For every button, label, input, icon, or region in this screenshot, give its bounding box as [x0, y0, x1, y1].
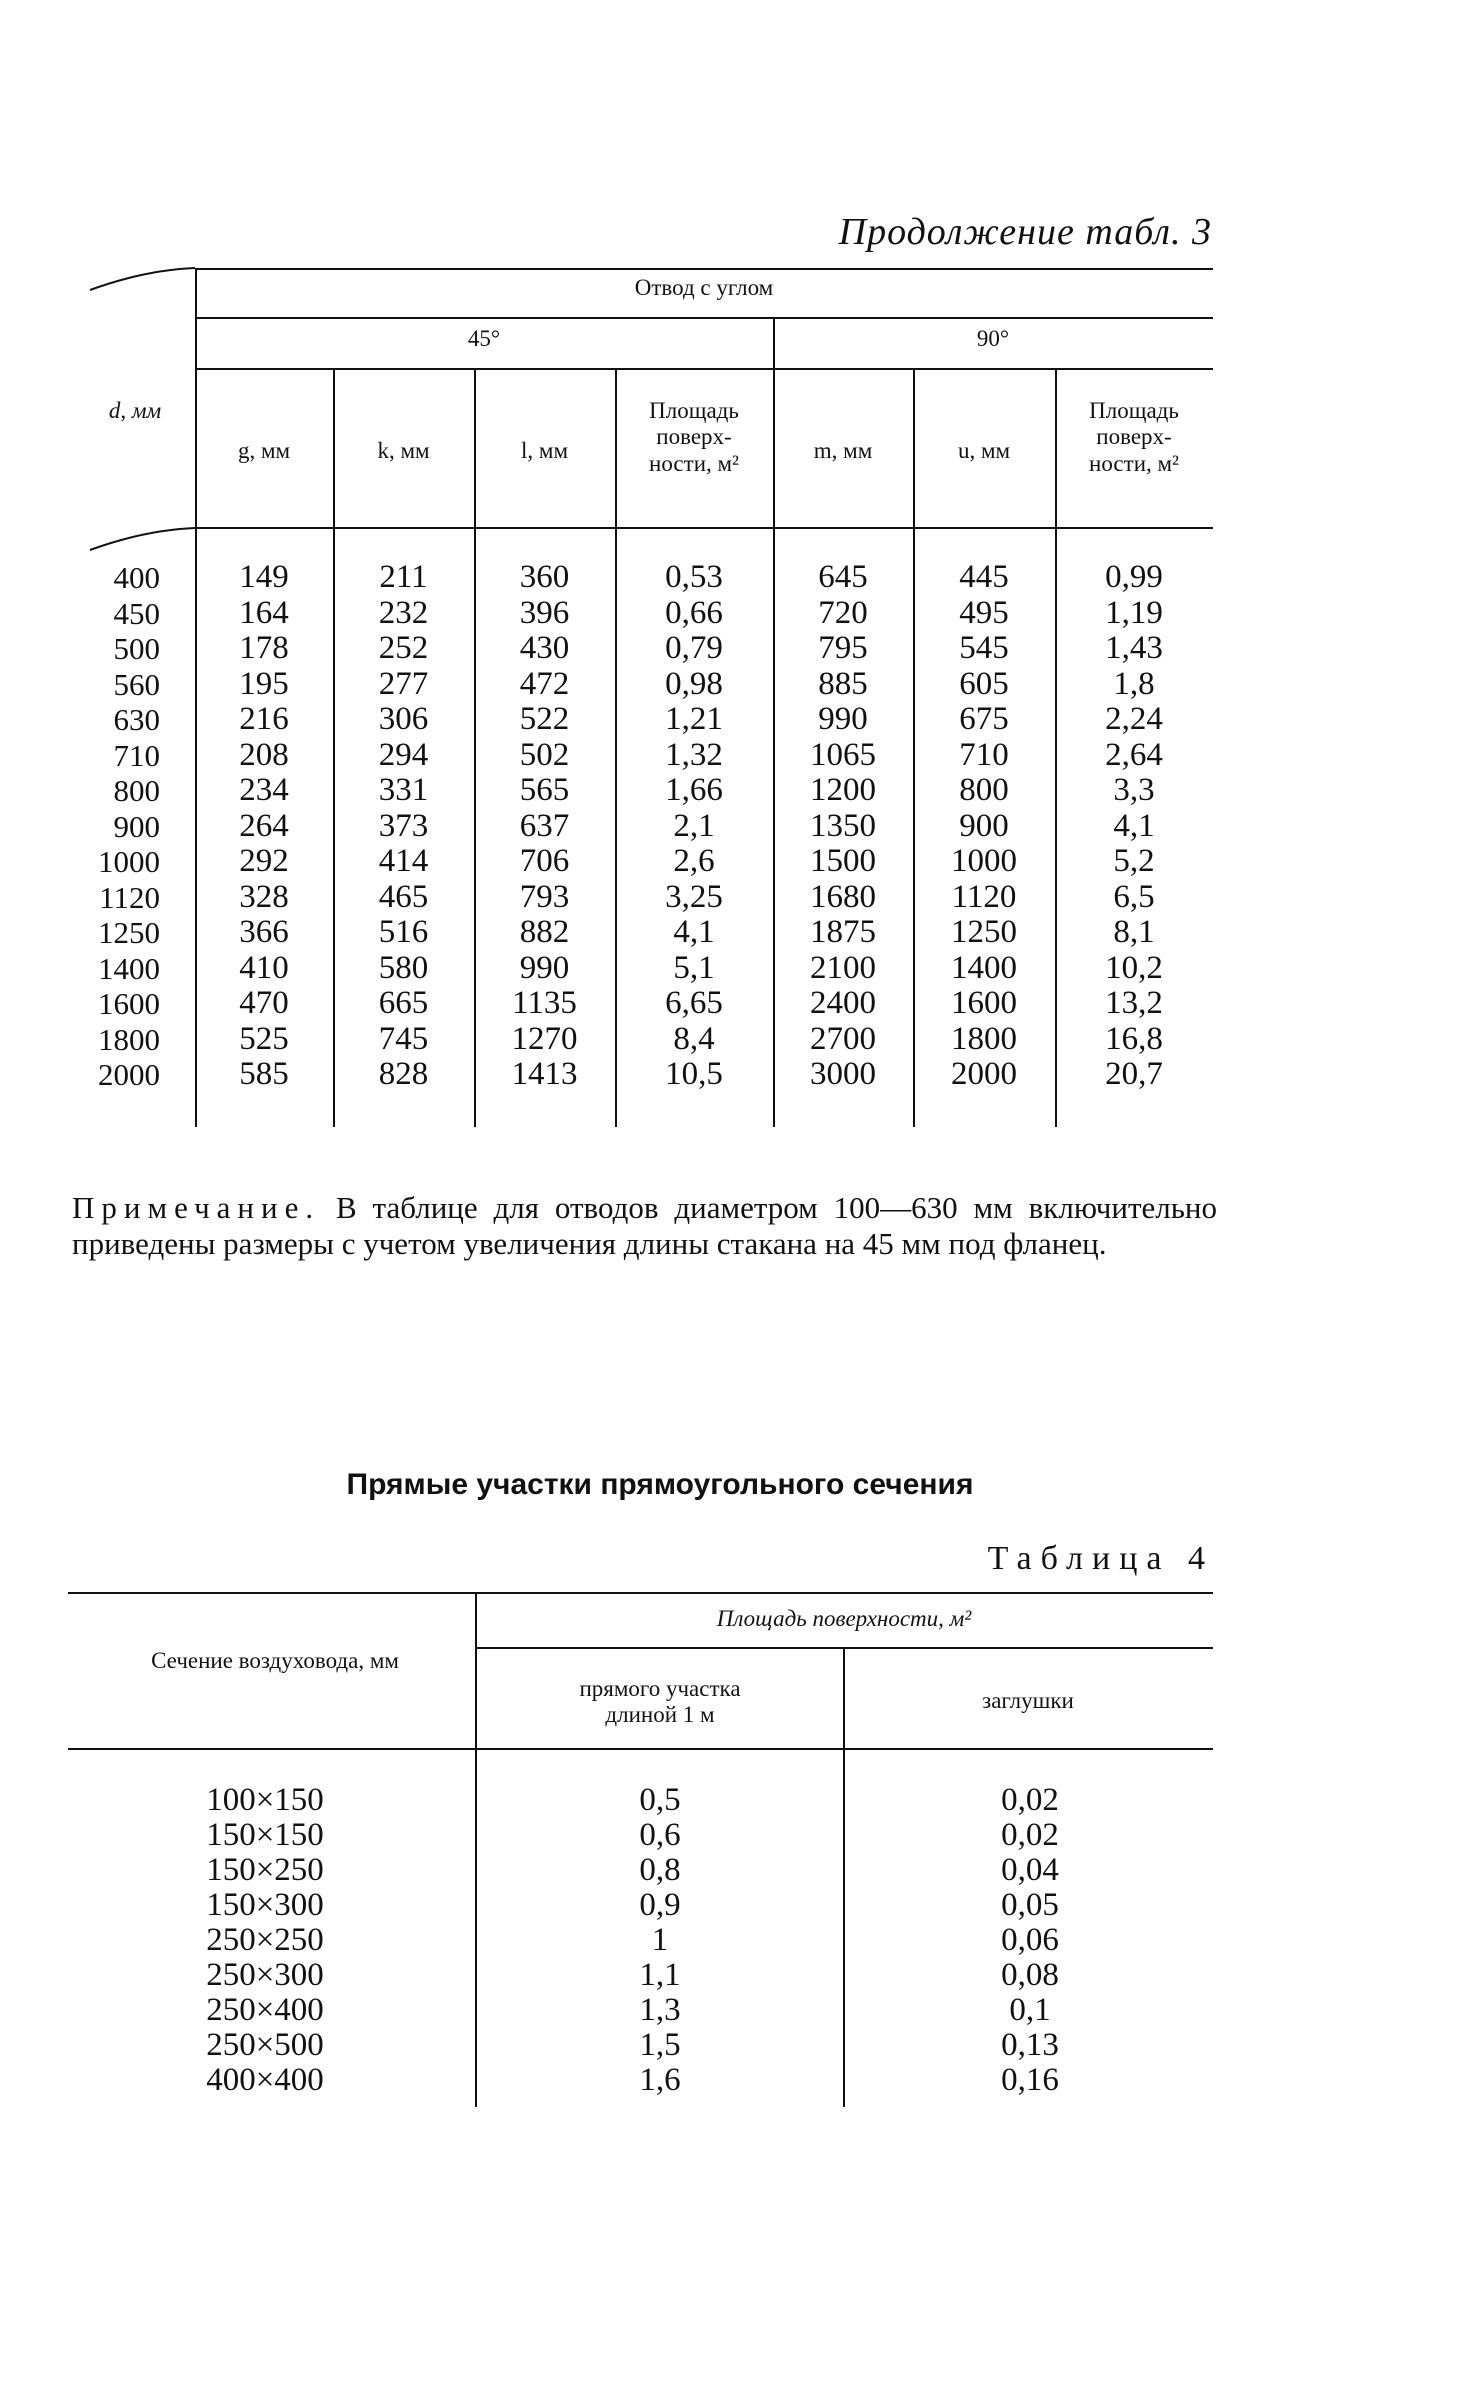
table3-cell: 414 [378, 843, 429, 879]
table3-cell: 292 [239, 843, 289, 879]
table3-cell: 2400 [810, 985, 876, 1021]
table3-cell: 585 [239, 1056, 289, 1092]
table3-cell: 430 [519, 630, 570, 666]
table3-cell: 1800 [951, 1020, 1017, 1057]
table3-cell: 360 [519, 559, 570, 595]
table3-cell: 232 [378, 594, 429, 631]
table3-cell: 178 [239, 630, 289, 666]
table3-cell: 525 [239, 1020, 289, 1057]
table4-cap-value: 0,16 [1001, 2062, 1059, 2098]
table4-straight-value: 0,9 [639, 1887, 681, 1923]
table4-col-cap: заглушки [982, 1688, 1074, 1713]
table3-d-value: 560 [113, 666, 160, 702]
table4-section-value: 250×400 [206, 1992, 324, 2028]
table3-d-value: 1400 [98, 950, 160, 986]
table4-header-bottom-rule [68, 1748, 1213, 1750]
table3-cell: 1875 [810, 914, 876, 950]
table3-d-value: 1800 [98, 1021, 160, 1057]
table3-cell: 1,43 [1105, 630, 1163, 666]
table3-cell: 1135 [512, 985, 577, 1021]
table3-cell: 252 [378, 630, 429, 666]
table4-straight-value: 1,5 [639, 2027, 681, 2063]
table4-cap-value: 0,04 [1001, 1852, 1059, 1888]
table4-section-value: 150×150 [206, 1817, 324, 1853]
table3-cell: 522 [519, 701, 570, 737]
table3-cell: 706 [519, 843, 570, 879]
table3-cell: 8,4 [673, 1020, 715, 1057]
table3-cell: 1413 [511, 1056, 578, 1092]
table3-cell: 465 [378, 878, 429, 915]
table3-cell: 516 [378, 914, 429, 950]
table3-cell: 2,64 [1105, 736, 1163, 773]
table3-d-value: 900 [113, 808, 160, 844]
table3-cell: 216 [239, 701, 289, 737]
table4-straight-value: 1,6 [639, 2062, 681, 2098]
table3-cell: 720 [818, 594, 868, 631]
table3-cell: 1065 [810, 736, 876, 773]
table3-cell: 605 [959, 665, 1009, 702]
table3-header-bottom-rule [195, 527, 1213, 529]
table3-cell: 0,98 [665, 665, 723, 702]
table3-cell: 328 [239, 878, 289, 915]
table4-cap-value: 0,1 [1009, 1992, 1051, 2028]
table3-angle45-header: 45° [467, 326, 501, 351]
section-title: Прямые участки прямоугольного сечения [346, 1468, 974, 1501]
table3-cell: 10,2 [1105, 949, 1163, 986]
table3-cell: 1600 [951, 985, 1017, 1021]
table4-cap-value: 0,02 [1001, 1782, 1059, 1818]
table3-cell: 502 [519, 736, 570, 773]
table3-cell: 545 [959, 630, 1009, 666]
table3-cell: 373 [378, 807, 429, 844]
table3-group-rule [195, 317, 1213, 319]
table3-vline-d [195, 268, 197, 530]
table4-cap-value: 0,06 [1001, 1922, 1059, 1958]
table3-cell: 675 [959, 701, 1009, 737]
table4-vline-2 [843, 1647, 845, 2107]
table4-straight-value: 1,1 [639, 1957, 681, 1993]
table4-label: Таблица 4 [987, 1540, 1214, 1577]
table3-cell: 745 [378, 1020, 429, 1057]
table4-cap-value: 0,08 [1001, 1957, 1059, 1993]
table3-cell: 800 [959, 772, 1009, 808]
table3-cell: 710 [959, 736, 1009, 773]
table3-cell: 580 [378, 949, 429, 986]
table3-cell: 885 [818, 665, 868, 702]
table3-cell: 1000 [951, 843, 1017, 879]
table4-vline-1 [475, 1592, 477, 2107]
table3-cell: 3,3 [1113, 772, 1155, 808]
table3-cell: 1680 [810, 878, 876, 915]
table3-cell: 294 [378, 736, 429, 773]
table3-cell: 828 [378, 1056, 429, 1092]
note-text: В таблице для отводов диаметром 100—630 мм включительно приведены размеры с учетом увеличения длины стакана на 45 мм под фланец. [72, 1190, 1217, 1261]
table3-cell: 3,25 [665, 878, 723, 915]
table3-cell: 665 [378, 985, 429, 1021]
table4-top-rule [68, 1592, 1213, 1594]
table3-d-header: d, мм [108, 398, 162, 423]
table3-cell: 1,32 [665, 736, 723, 773]
table3-cell: 1,19 [1105, 594, 1163, 631]
note-lead: Примечание. [72, 1190, 321, 1225]
table4-section-value: 400×400 [206, 2062, 324, 2098]
table4-section-value: 100×150 [206, 1782, 324, 1818]
table3-col-u: u, мм [957, 438, 1011, 463]
table3-cell: 3000 [810, 1056, 876, 1092]
table4-cap-value: 0,05 [1001, 1887, 1059, 1923]
table3-cell: 1400 [951, 949, 1017, 986]
table4-section-value: 250×300 [206, 1957, 324, 1993]
table3-cell: 234 [239, 772, 289, 808]
table3-cell: 0,99 [1105, 559, 1163, 595]
table3-cell: 208 [239, 736, 289, 773]
table3-col-area45: Площадь поверх-ности, м² [649, 398, 739, 476]
table3-cell: 1200 [810, 772, 876, 808]
table4-section-value: 150×300 [206, 1887, 324, 1923]
table3-cell: 366 [239, 914, 289, 950]
table3-cell: 990 [818, 701, 868, 737]
table3-angle90-header: 90° [976, 326, 1010, 351]
table3-cell: 396 [519, 594, 570, 631]
table4-col-straight: прямого участка длиной 1 м [579, 1676, 741, 1728]
table3-cell: 20,7 [1105, 1056, 1163, 1092]
table3-cell: 211 [379, 559, 428, 595]
table3-col-area90: Площадь поверх-ности, м² [1089, 398, 1179, 476]
table3-cell: 410 [239, 949, 289, 986]
table3-d-value: 1600 [98, 986, 160, 1021]
table3-d-value: 710 [113, 737, 160, 773]
table3-d-value: 630 [113, 702, 160, 737]
table3-cell: 277 [378, 665, 429, 702]
table4-straight-value: 0,5 [639, 1782, 681, 1818]
table3-cell: 2000 [951, 1056, 1017, 1092]
table3-cell: 1120 [951, 878, 1017, 915]
table3-cell: 793 [519, 878, 570, 915]
table3-cell: 0,79 [665, 630, 723, 666]
table3-cell: 495 [959, 594, 1009, 631]
table3-cell: 331 [378, 772, 429, 808]
table4-col-section: Сечение воздуховода, мм [151, 1648, 399, 1673]
table3-cell: 164 [239, 594, 289, 631]
table3-col-g: g, мм [237, 438, 291, 463]
table3-cell: 637 [519, 807, 570, 844]
table4-section-value: 250×250 [206, 1922, 324, 1958]
table3-cell: 306 [378, 701, 429, 737]
table4-cap-value: 0,13 [1001, 2027, 1059, 2063]
table3-cell: 149 [239, 559, 289, 595]
table4-straight-value: 0,8 [639, 1852, 681, 1888]
table4-straight-value: 0,6 [639, 1817, 681, 1853]
table4-cap-value: 0,02 [1001, 1817, 1059, 1853]
table3-cell: 2700 [810, 1020, 876, 1057]
table3-cell: 16,8 [1105, 1020, 1163, 1057]
table3-d-value: 500 [113, 631, 160, 666]
table3-col-k: k, мм [377, 438, 430, 463]
table3-cell: 195 [239, 665, 289, 702]
table3-cell: 900 [959, 807, 1009, 844]
table3-group-header: Отвод с углом [634, 275, 774, 300]
table3-top-rule [195, 268, 1213, 270]
table3-cell: 13,2 [1105, 985, 1163, 1021]
table3-col-m: m, мм [813, 438, 873, 463]
table3-d-value: 1120 [99, 879, 160, 915]
table4-section-value: 250×500 [206, 2027, 324, 2063]
table3-cell: 470 [239, 985, 289, 1021]
table3-cell: 10,5 [665, 1056, 723, 1092]
table3-cell: 565 [519, 772, 570, 808]
table3-cell: 0,53 [665, 559, 723, 595]
table3-cell: 6,65 [665, 985, 723, 1021]
table3-d-value: 1000 [98, 844, 160, 879]
table4-section-value: 150×250 [206, 1852, 324, 1888]
table3-cell: 1,8 [1113, 665, 1155, 702]
table3-d-value: 450 [113, 595, 160, 631]
table3-cell: 4,1 [1113, 807, 1155, 844]
table3-cell: 795 [818, 630, 868, 666]
table3-cell: 2,24 [1105, 701, 1163, 737]
table3-cell: 5,2 [1113, 843, 1155, 879]
table3-cell: 2100 [810, 949, 876, 986]
table3-cell: 6,5 [1113, 878, 1155, 915]
table3-cell: 2,1 [673, 807, 715, 844]
continuation-title: Продолжение табл. 3 [838, 211, 1212, 253]
table3-d-value: 800 [113, 773, 160, 808]
table4-straight-value: 1 [651, 1922, 669, 1958]
table4-straight-value: 1,3 [639, 1992, 681, 2028]
table3-d-value: 400 [113, 560, 160, 595]
table3-note [72, 1190, 1217, 1262]
table3-cell: 882 [519, 914, 570, 950]
table3-cell: 445 [959, 559, 1009, 595]
table3-cell: 4,1 [673, 914, 715, 950]
table3-cell: 1,66 [665, 772, 723, 808]
table3-angle-rule [195, 368, 1213, 370]
table3-cell: 645 [818, 559, 868, 595]
table3-col-l: l, мм [521, 438, 568, 463]
table3-cell: 1250 [951, 914, 1017, 950]
table3-cell: 1350 [810, 807, 876, 844]
table3-cell: 264 [239, 807, 289, 844]
table3-cell: 2,6 [673, 843, 715, 879]
table3-cell: 1270 [511, 1020, 578, 1057]
table3-cell: 0,66 [665, 594, 723, 631]
table3-cell: 990 [519, 949, 570, 986]
table3-cell: 8,1 [1113, 914, 1155, 950]
table3-cell: 5,1 [673, 949, 715, 986]
table3-d-value: 1250 [98, 915, 160, 950]
table3-cell: 1500 [810, 843, 876, 879]
table3-d-value: 2000 [98, 1057, 160, 1092]
table3-cell: 472 [519, 665, 570, 702]
table3-cell: 1,21 [665, 701, 723, 737]
table4-col-area: Площадь поверхности, м² [716, 1606, 972, 1631]
